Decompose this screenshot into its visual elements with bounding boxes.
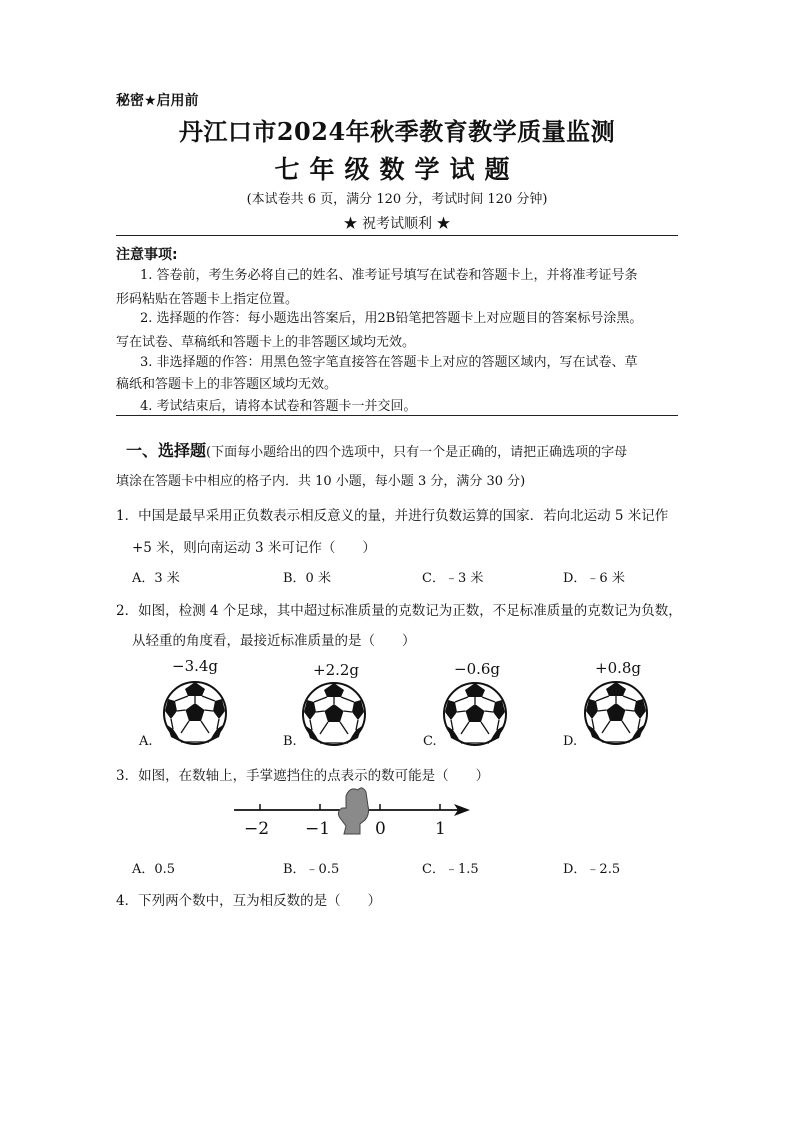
section-desc-line1: (下面每小题给出的四个选项中，只有一个是正确的，请把正确选项的字母 (206, 445, 628, 460)
q3-option-b: B．﹣0.5 (283, 862, 340, 877)
q1-option-c: C．﹣3 米 (422, 571, 484, 586)
soccer-ball-c-icon (440, 679, 510, 749)
section-title-text: 一、选择题 (126, 441, 207, 460)
q3-option-d: D．﹣2.5 (563, 862, 621, 877)
q2-text-cont: 从轻重的角度看，最接近标准质量的是（ ） (132, 633, 416, 649)
q4-text: 4．下列两个数中，互为相反数的是（ ） (116, 893, 382, 909)
notice-line: 形码粘贴在答题卡上指定位置。 (116, 292, 299, 307)
ball-b-mass: +2.2g (313, 661, 360, 679)
q3-text: 3．如图，在数轴上，手掌遮挡住的点表示的数可能是（ ） (116, 768, 490, 784)
axis-label-1: 1 (435, 819, 446, 839)
ball-a-mass: −3.4g (172, 657, 219, 675)
good-luck-line: ★ 祝考试顺利 ★ (343, 216, 451, 232)
q1-option-a: A．3 米 (132, 571, 180, 586)
confidential-mark: 秘密★启用前 (116, 93, 199, 109)
notice-line: 2. 选择题的作答：每小题选出答案后，用2B铅笔把答题卡上对应题目的答案标号涂黑。 (140, 311, 643, 326)
notice-line: 1. 答卷前，考生务必将自己的姓名、准考证号填写在试卷和答题卡上，并将准考证号条 (140, 268, 638, 283)
q1-text: 1．中国是最早采用正负数表示相反意义的量，并进行负数运算的国家．若向北运动 5 米记作 (116, 508, 669, 524)
section-desc-line2: 填涂在答题卡中相应的格子内．共 10 小题，每小题 3 分，满分 30 分) (116, 474, 526, 489)
notice-line: 稿纸和答题卡上的非答题区域均无效。 (116, 377, 338, 392)
q2-option-a: A. (139, 734, 153, 749)
notice-line: 写在试卷、草稿纸和答题卡上的非答题区域均无效。 (116, 335, 416, 350)
soccer-ball-a-icon (160, 678, 230, 748)
notice-line: 3. 非选择题的作答：用黑色签字笔直接答在答题卡上对应的答题区域内，写在试卷、草 (140, 355, 638, 370)
exam-subtitle: 七年级数学试题 (274, 155, 520, 184)
q2-option-c: C. (423, 734, 437, 749)
q1-option-b: B．0 米 (283, 571, 331, 586)
ball-d-mass: +0.8g (595, 659, 642, 677)
soccer-ball-b-icon (299, 679, 369, 749)
divider-top (116, 235, 678, 236)
soccer-ball-d-icon (581, 678, 651, 748)
exam-title: 丹江口市2024年秋季教育教学质量监测 (178, 117, 616, 146)
notice-heading: 注意事项: (116, 247, 178, 263)
ball-c-mass: −0.6g (454, 660, 501, 678)
q1-option-d: D．﹣6 米 (563, 571, 625, 586)
axis-label-neg1: −1 (305, 819, 331, 839)
q3-option-c: C．﹣1.5 (422, 862, 479, 877)
notice-line: 4. 考试结束后，请将本试卷和答题卡一并交回。 (140, 399, 417, 414)
divider-bottom (116, 415, 678, 416)
q2-text: 2．如图，检测 4 个足球，其中超过标准质量的克数记为正数，不足标准质量的克数记为负数， (116, 603, 682, 619)
q1-text-cont: +5 米，则向南运动 3 米可记作（ ） (132, 540, 376, 556)
axis-label-neg2: −2 (244, 819, 270, 839)
axis-label-0: 0 (375, 819, 386, 839)
q3-option-a: A．0.5 (132, 862, 176, 877)
section-title (126, 438, 627, 461)
exam-info: (本试卷共 6 页，满分 120 分，考试时间 120 分钟) (246, 192, 548, 207)
q2-option-d: D. (563, 734, 578, 749)
q2-option-b: B. (283, 734, 297, 749)
